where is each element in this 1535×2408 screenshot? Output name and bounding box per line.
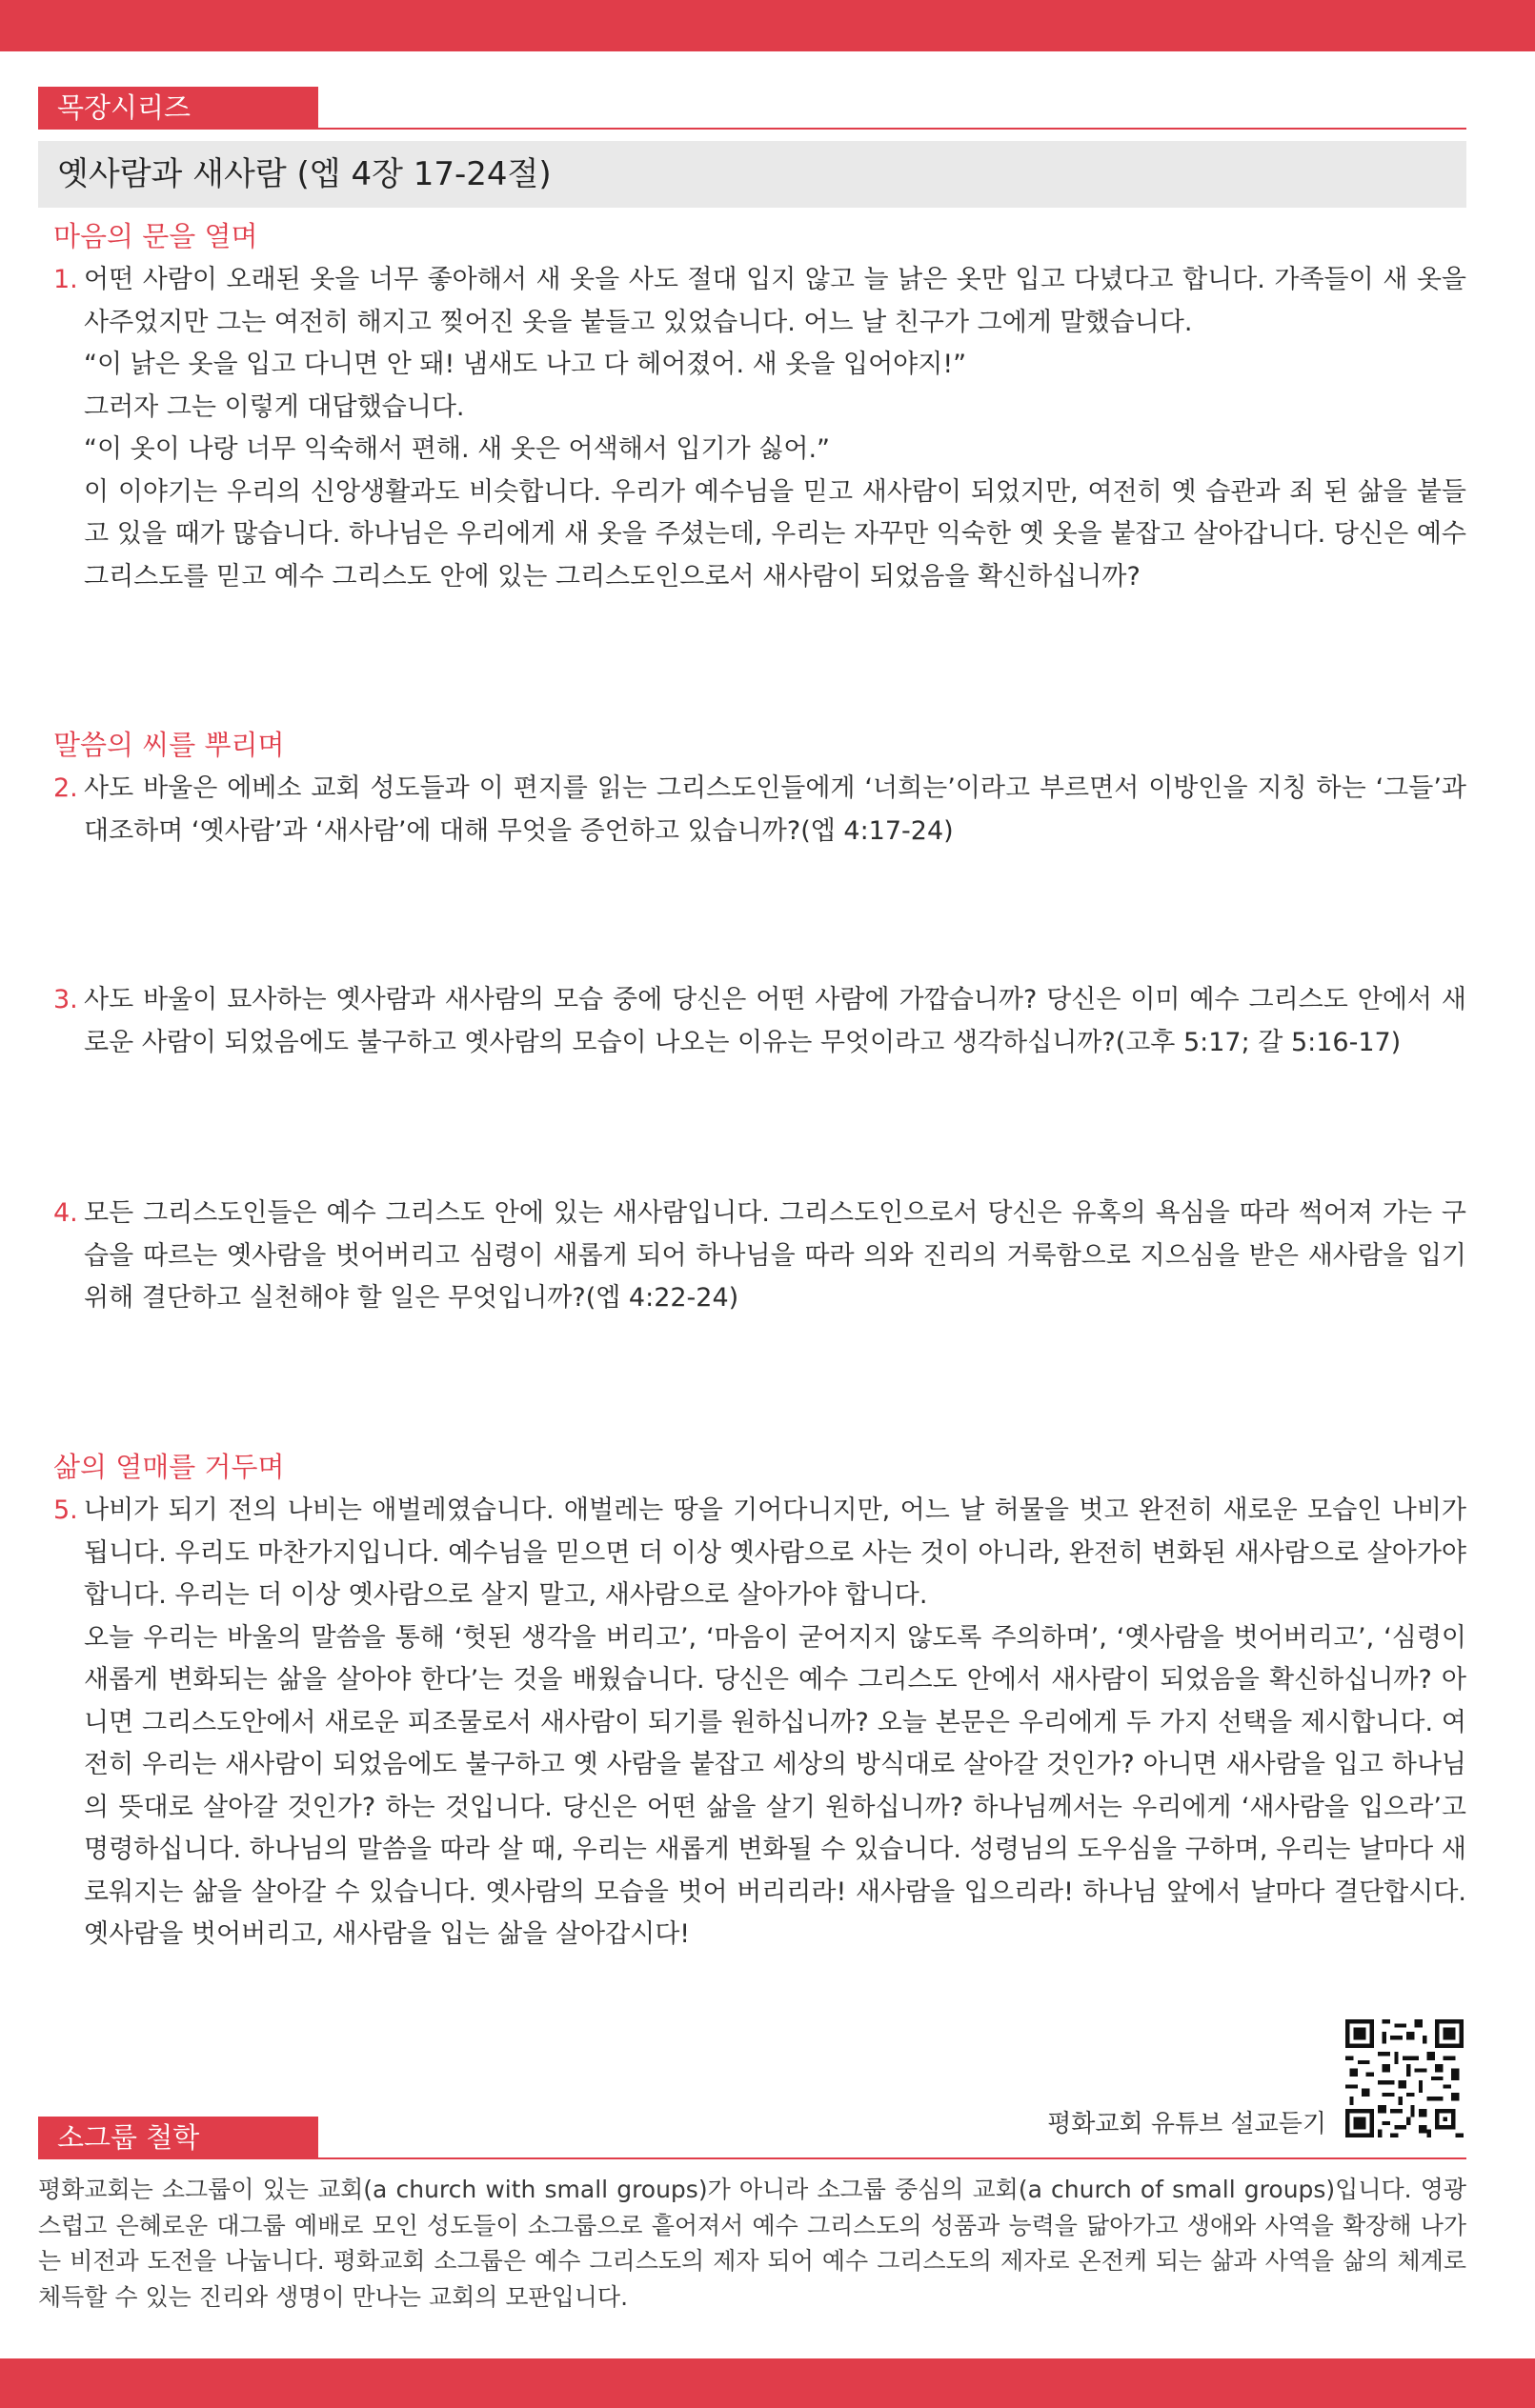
- paragraph: 그러자 그는 이렇게 대답했습니다.: [84, 391, 465, 422]
- paragraph: 모든 그리스도인들은 예수 그리스도 안에 있는 새사람입니다. 그리스도인으로서 당신은 유혹의 욕심을 따라 썩어져 가는 구습을 따르는 옛사람을 벗어버리고 심령이 새롭게 되어 하나님을 따라 의와 진리의 거룩함으로 지으심을 받은 새사람을 입기 위해 결단하고 실천해야 할 일은 무엇입니까?(엡 4:22-24): [84, 1198, 1466, 1313]
- question-number: 4.: [53, 1198, 78, 1228]
- top-accent-bar: [0, 0, 1535, 51]
- paragraph: 이 이야기는 우리의 신앙생활과도 비슷합니다. 우리가 예수님을 믿고 새사람이 되었지만, 여전히 옛 습관과 죄 된 삶을 붙들고 있을 때가 많습니다. 하나님은 우리에게 새 옷을 주셨는데, 우리는 자꾸만 익숙한 옛 옷을 붙잡고 살아갑니다. 당신은 예수 그리스도를 믿고 예수 그리스도 안에 있는 그리스도인으로서 새사람이 되었음을 확신하십니까?: [84, 476, 1466, 592]
- paragraph: “이 낡은 옷을 입고 다니면 안 돼! 냄새도 나고 다 헤어졌어. 새 옷을 입어야지!”: [84, 350, 967, 379]
- philosophy-label: 소그룹 철학: [38, 2117, 318, 2158]
- question-3: [53, 979, 1466, 1064]
- philosophy-text: 평화교회는 소그룹이 있는 교회(a church with small groups)가 아니라 소그룹 중심의 교회(a church of small groups)입니다. 영광스럽고 은혜로운 대그룹 예배로 모인 성도들이 소그룹으로 흩어져서 예수 그리스도의 성품과 능력을 닮아가고 생애와 사역을 확장해 나가는 비전과 도전을 나눕니다. 평화교회 소그룹은 예수 그리스도의 제자 되어 예수 그리스도의 제자로 온전케 되는 삶과 사역을 삶의 체계로 체득할 수 있는 진리와 생명이 만나는 교회의 모판입니다.: [38, 2176, 1466, 2311]
- paragraph: 사도 바울이 묘사하는 옛사람과 새사람의 모습 중에 당신은 어떤 사람에 가깝습니까? 당신은 이미 예수 그리스도 안에서 새로운 사람이 되었음에도 불구하고 옛사람의 모습이 나오는 이유는 무엇이라고 생각하십니까?(고후 5:17; 갈 5:16-17): [84, 985, 1466, 1057]
- question-number: 3.: [53, 985, 78, 1014]
- question-number: 2.: [53, 773, 78, 803]
- section-heading-harvest: 삶의 열매를 거두며: [53, 1451, 285, 1483]
- series-label: 목장시리즈: [38, 87, 318, 129]
- paragraph: “이 옷이 나랑 너무 익숙해서 편해. 새 옷은 어색해서 입기가 싫어.”: [84, 434, 831, 464]
- question-4: [53, 1193, 1466, 1320]
- paragraph: 어떤 사람이 오래된 옷을 너무 좋아해서 새 옷을 사도 절대 입지 않고 늘 낡은 옷만 입고 다녔다고 합니다. 가족들이 새 옷을 사주었지만 그는 여전히 해지고 찢어진 옷을 붙들고 있었습니다. 어느 날 친구가 그에게 말했습니다.: [84, 265, 1466, 337]
- question-1: [53, 259, 1466, 598]
- section-heading-open-heart: 마음의 문을 열며: [53, 220, 258, 252]
- question-number: 5.: [53, 1495, 78, 1525]
- qr-code-icon[interactable]: [1345, 2019, 1464, 2137]
- bottom-accent-bar: [0, 2358, 1535, 2408]
- question-5: [53, 1490, 1466, 1956]
- philosophy-divider: [38, 2157, 1466, 2159]
- paragraph: 나비가 되기 전의 나비는 애벌레였습니다. 애벌레는 땅을 기어다니지만, 어느 날 허물을 벗고 완전히 새로운 모습인 나비가 됩니다. 우리도 마찬가지입니다. 예수님을 믿으면 더 이상 옛사람으로 사는 것이 아니라, 완전히 변화된 새사람으로 살아가야 합니다. 우리는 더 이상 옛사람으로 살지 말고, 새사람으로 살아가야 합니다.: [84, 1495, 1466, 1610]
- section-heading-sow-word: 말씀의 씨를 뿌리며: [53, 729, 285, 761]
- page-title: 옛사람과 새사람 (엡 4장 17-24절): [38, 141, 1466, 208]
- paragraph: 사도 바울은 에베소 교회 성도들과 이 편지를 읽는 그리스도인들에게 ‘너희는’이라고 부르면서 이방인을 지칭 하는 ‘그들’과 대조하며 ‘옛사람’과 ‘새사람’에 대해 무엇을 증언하고 있습니까?(엡 4:17-24): [84, 773, 1466, 846]
- question-number: 1.: [53, 265, 78, 294]
- question-2: [53, 768, 1466, 853]
- youtube-caption: 평화교회 유튜브 설교듣기: [1047, 2110, 1326, 2138]
- paragraph: 오늘 우리는 바울의 말씀을 통해 ‘헛된 생각을 버리고’, ‘마음이 굳어지지 않도록 주의하며’, ‘옛사람을 벗어버리고’, ‘심령이 새롭게 변화되는 삶을 살아야 한다’는 것을 배웠습니다. 당신은 예수 그리스도 안에서 새사람이 되었음을 확신하십니까? 아니면 그리스도안에서 새로운 피조물로서 새사람이 되기를 원하십니까? 오늘 본문은 우리에게 두 가지 선택을 제시합니다. 여전히 우리는 새사람이 되었음에도 불구하고 옛 사람을 붙잡고 세상의 방식대로 살아갈 것인가? 아니면 새사람을 입고 하나님의 뜻대로 살아갈 것인가? 하는 것입니다. 당신은 어떤 삶을 살기 원하십니까? 하나님께서는 우리에게 ‘새사람을 입으라’고 명령하십니다. 하나님의 말씀을 따라 살 때, 우리는 새롭게 변화될 수 있습니다. 성령님의 도우심을 구하며, 우리는 날마다 새로워지는 삶을 살아갈 수 있습니다. 옛사람의 모습을 벗어 버리리라! 새사람을 입으리라! 하나님 앞에서 날마다 결단합시다. 옛사람을 벗어버리고, 새사람을 입는 삶을 살아갑시다!: [84, 1622, 1466, 1949]
- series-divider: [38, 128, 1466, 130]
